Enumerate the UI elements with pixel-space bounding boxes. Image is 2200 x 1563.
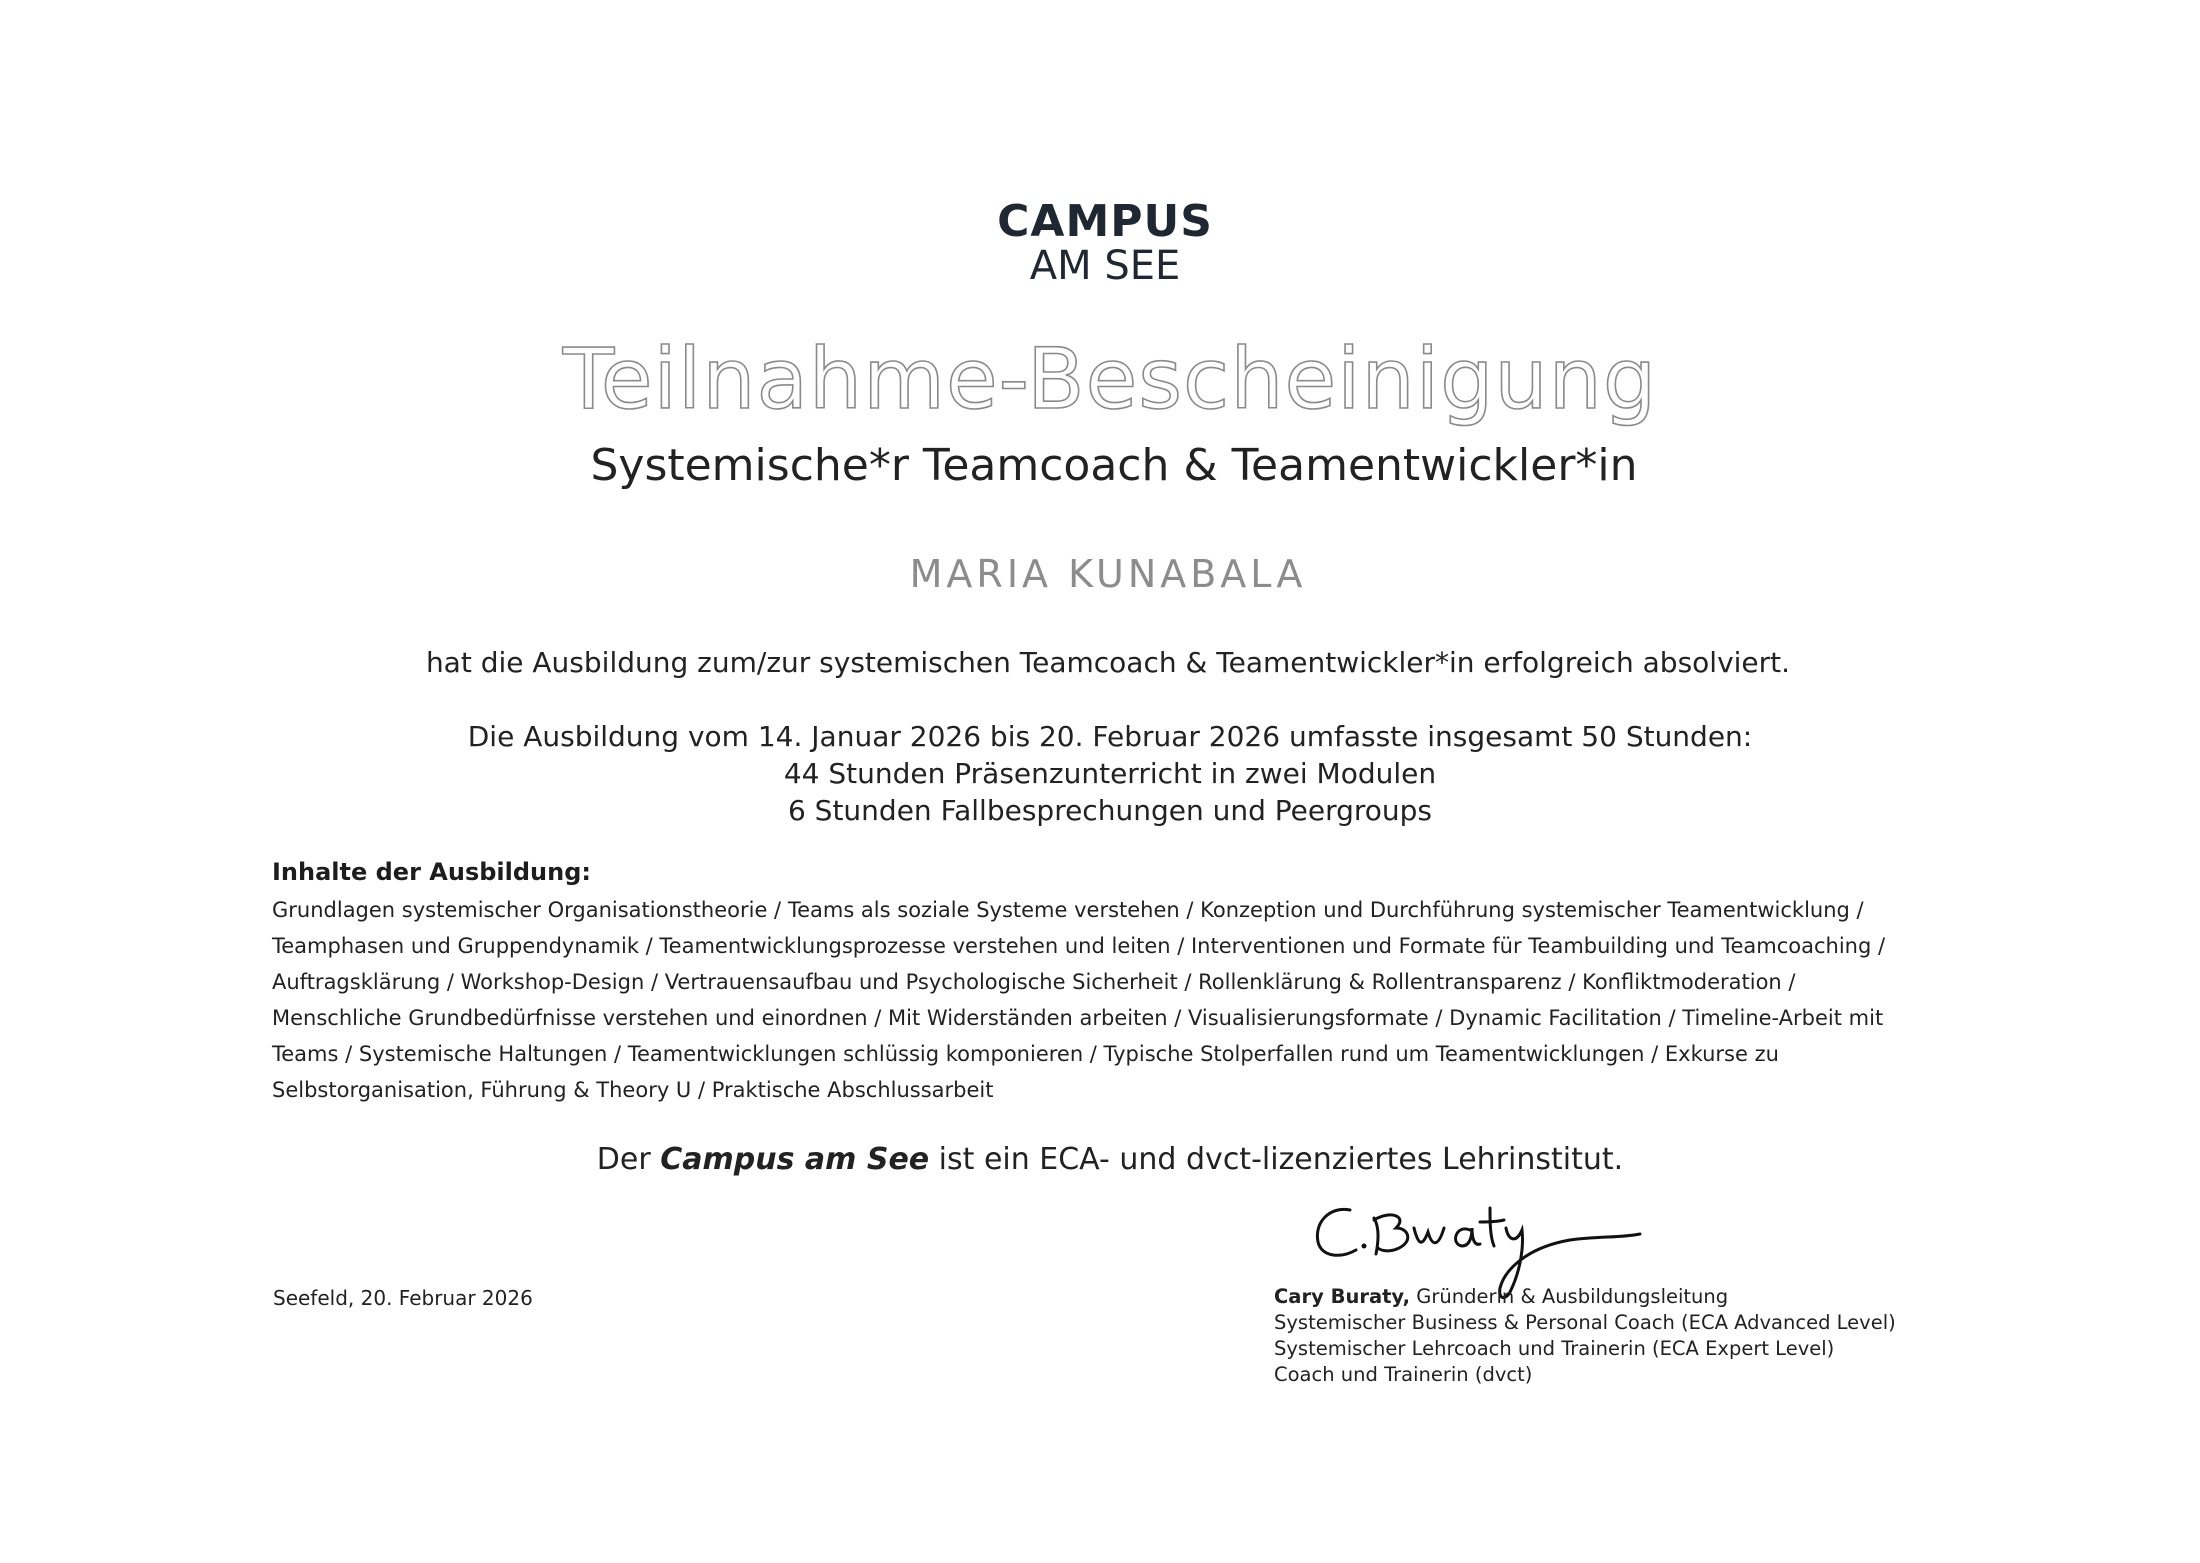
duration-line-presence: 44 Stunden Präsenzunterricht in zwei Modulen xyxy=(783,757,1437,790)
training-contents xyxy=(272,858,2042,1108)
contents-heading: Inhalte der Ausbildung: xyxy=(272,858,591,886)
contents-line-1: Grundlagen systemischer Organisationstheorie / Teams als soziale Systeme verstehen / Konzeption und Durchführung systemischer Teamentwicklung / xyxy=(272,898,1864,922)
duration-block xyxy=(0,718,2200,829)
signer-role: Gründerin & Ausbildungsleitung xyxy=(1410,1285,1729,1308)
signer-name: Cary Buraty, xyxy=(1274,1285,1411,1308)
duration-line-summary: Die Ausbildung vom 14. Januar 2026 bis 20. Februar 2026 umfasste insgesamt 50 Stunden: xyxy=(467,720,1753,753)
contents-line-4: Menschliche Grundbedürfnisse verstehen und einordnen / Mit Widerständen arbeiten / Visualisierungsformate / Dynamic Facilitation / Timeline-Arbeit mit xyxy=(272,1006,1884,1030)
campus-am-see-logo xyxy=(0,196,2200,289)
contents-line-6: Selbstorganisation, Führung & Theory U / Praktische Abschlussarbeit xyxy=(272,1078,994,1102)
contents-line-5: Teams / Systemische Haltungen / Teamentwicklungen schlüssig komponieren / Typische Stolperfallen rund um Teamentwicklungen / Exkurse zu xyxy=(272,1042,1779,1066)
signer-qualification-2: Systemischer Lehrcoach und Trainerin (ECA Expert Level) xyxy=(1274,1337,1835,1360)
license-institute: Campus am See xyxy=(660,1142,930,1177)
logo-line-1: CAMPUS xyxy=(997,196,1213,247)
license-statement xyxy=(0,1142,2200,1177)
duration-line-casework: 6 Stunden Fallbesprechungen und Peergroups xyxy=(787,794,1433,827)
signer-qualification-3: Coach und Trainerin (dvct) xyxy=(1274,1363,1533,1386)
license-prefix: Der xyxy=(596,1142,661,1177)
signer-qualification-1: Systemischer Business & Personal Coach (ECA Advanced Level) xyxy=(1274,1311,1896,1334)
place-and-date: Seefeld, 20. Februar 2026 xyxy=(273,1286,533,1310)
contents-line-2: Teamphasen und Gruppendynamik / Teamentwicklungsprozesse verstehen und leiten / Interventionen und Formate für Teambuilding und Teamcoaching / xyxy=(272,934,1886,958)
contents-line-3: Auftragsklärung / Workshop-Design / Vertrauensaufbau und Psychologische Sicherheit / Rollenklärung & Rollentransparenz / Konfliktmoderation / xyxy=(272,970,1796,994)
certificate-title: Teilnahme-Bescheinigung xyxy=(562,330,1658,428)
license-suffix: ist ein ECA- und dvct-lizenziertes Lehrinstitut. xyxy=(929,1142,1624,1177)
signer-name-line xyxy=(1274,1284,1896,1310)
participant-name: MARIA KUNABALA xyxy=(909,552,1307,596)
signer-block xyxy=(1274,1284,1896,1388)
certificate-subtitle: Systemische*r Teamcoach & Teamentwickler*in xyxy=(590,440,1638,491)
completion-statement: hat die Ausbildung zum/zur systemischen Teamcoach & Teamentwickler*in erfolgreich absolviert. xyxy=(425,646,1791,679)
logo-line-2: AM SEE xyxy=(1029,243,1181,289)
